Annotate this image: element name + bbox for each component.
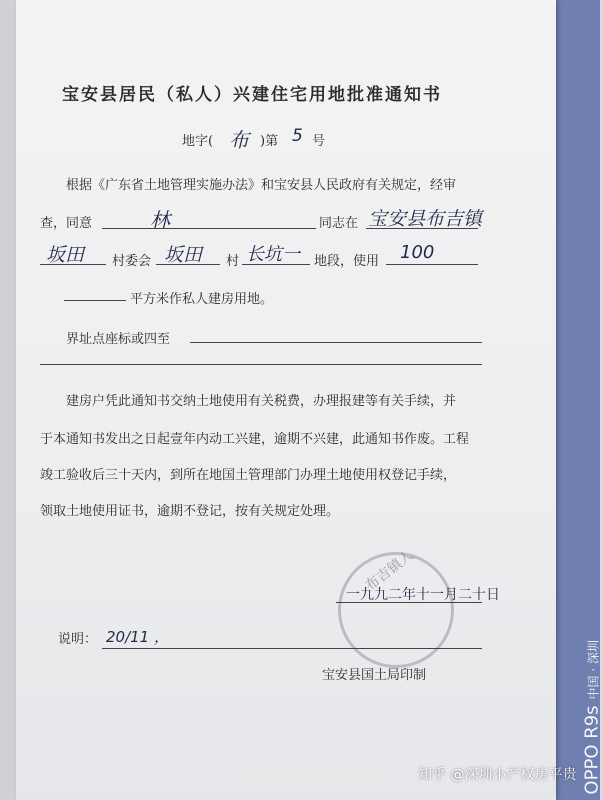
area-underline	[386, 264, 478, 265]
number-mid: )第	[260, 134, 279, 149]
hand-area: 100	[400, 242, 435, 263]
hand-cun: 坂田	[164, 244, 203, 266]
comrade-at-label: 同志在	[319, 216, 359, 231]
paragraph1-intro: 根据《广东省土地管理实施办法》和宝安县人民政府有关规定，经审	[66, 178, 457, 193]
section-use-label: 地段，使用	[314, 254, 380, 269]
number-prefix: 地字(	[182, 134, 214, 149]
paragraph2-line: 竣工验收后三十天内，到所在地国土管理部门办理土地使用权登记手续，	[40, 468, 457, 483]
extra-underline	[64, 300, 126, 301]
note-underline	[102, 648, 482, 649]
boundary-line-1	[190, 342, 482, 343]
hand-town: 宝安县布吉镇	[368, 208, 483, 230]
note-label: 说明：	[58, 632, 98, 647]
village-underline	[40, 264, 106, 265]
area-suffix: 平方米作私人建房用地。	[130, 292, 274, 307]
site-watermark: 知乎 @深圳小产权房平贵	[418, 767, 577, 783]
cun-label: 村	[226, 254, 240, 269]
date-underline	[336, 602, 482, 603]
phone-watermark	[582, 640, 603, 795]
boundary-line-2	[40, 364, 482, 365]
hand-village: 坂田	[46, 244, 85, 266]
hand-name: 林	[150, 208, 170, 232]
issue-date: 一九九二年十一月二十日	[346, 587, 500, 603]
number-suffix: 号	[312, 134, 326, 149]
cun-underline	[156, 264, 220, 265]
paragraph2-line: 领取土地使用证书，逾期不登记，按有关规定处理。	[40, 504, 340, 519]
paragraph2-line: 建房户凭此通知书交纳土地使用有关税费，办理报建等有关手续，并	[66, 394, 457, 409]
document-title: 宝安县居民（私人）兴建住宅用地批准通知书	[62, 85, 442, 105]
hand-note: 20/11 ，	[106, 628, 169, 646]
phone-location: 中国 · 深圳	[587, 640, 601, 700]
paragraph2-line: 于本通知书发出之日起壹年内动工兴建，逾期不兴建，此通知书作废。工程	[40, 432, 470, 447]
boundary-label: 界址点座标或四至	[66, 332, 171, 347]
approval-label: 查，同意	[40, 216, 93, 231]
section-underline	[242, 264, 310, 265]
name-underline	[102, 228, 316, 229]
printer-label: 宝安县国土局印制	[322, 668, 427, 683]
hand-number-value: 5	[292, 126, 303, 146]
hand-number-char: 布	[229, 128, 249, 152]
phone-model: OPPO R9s	[582, 705, 603, 795]
hand-section: 长坑一	[246, 244, 300, 265]
seal-text: 布吉镇人	[362, 547, 417, 595]
town-underline	[366, 228, 478, 229]
document-sheet	[16, 0, 556, 800]
village-committee-label: 村委会	[112, 254, 152, 269]
